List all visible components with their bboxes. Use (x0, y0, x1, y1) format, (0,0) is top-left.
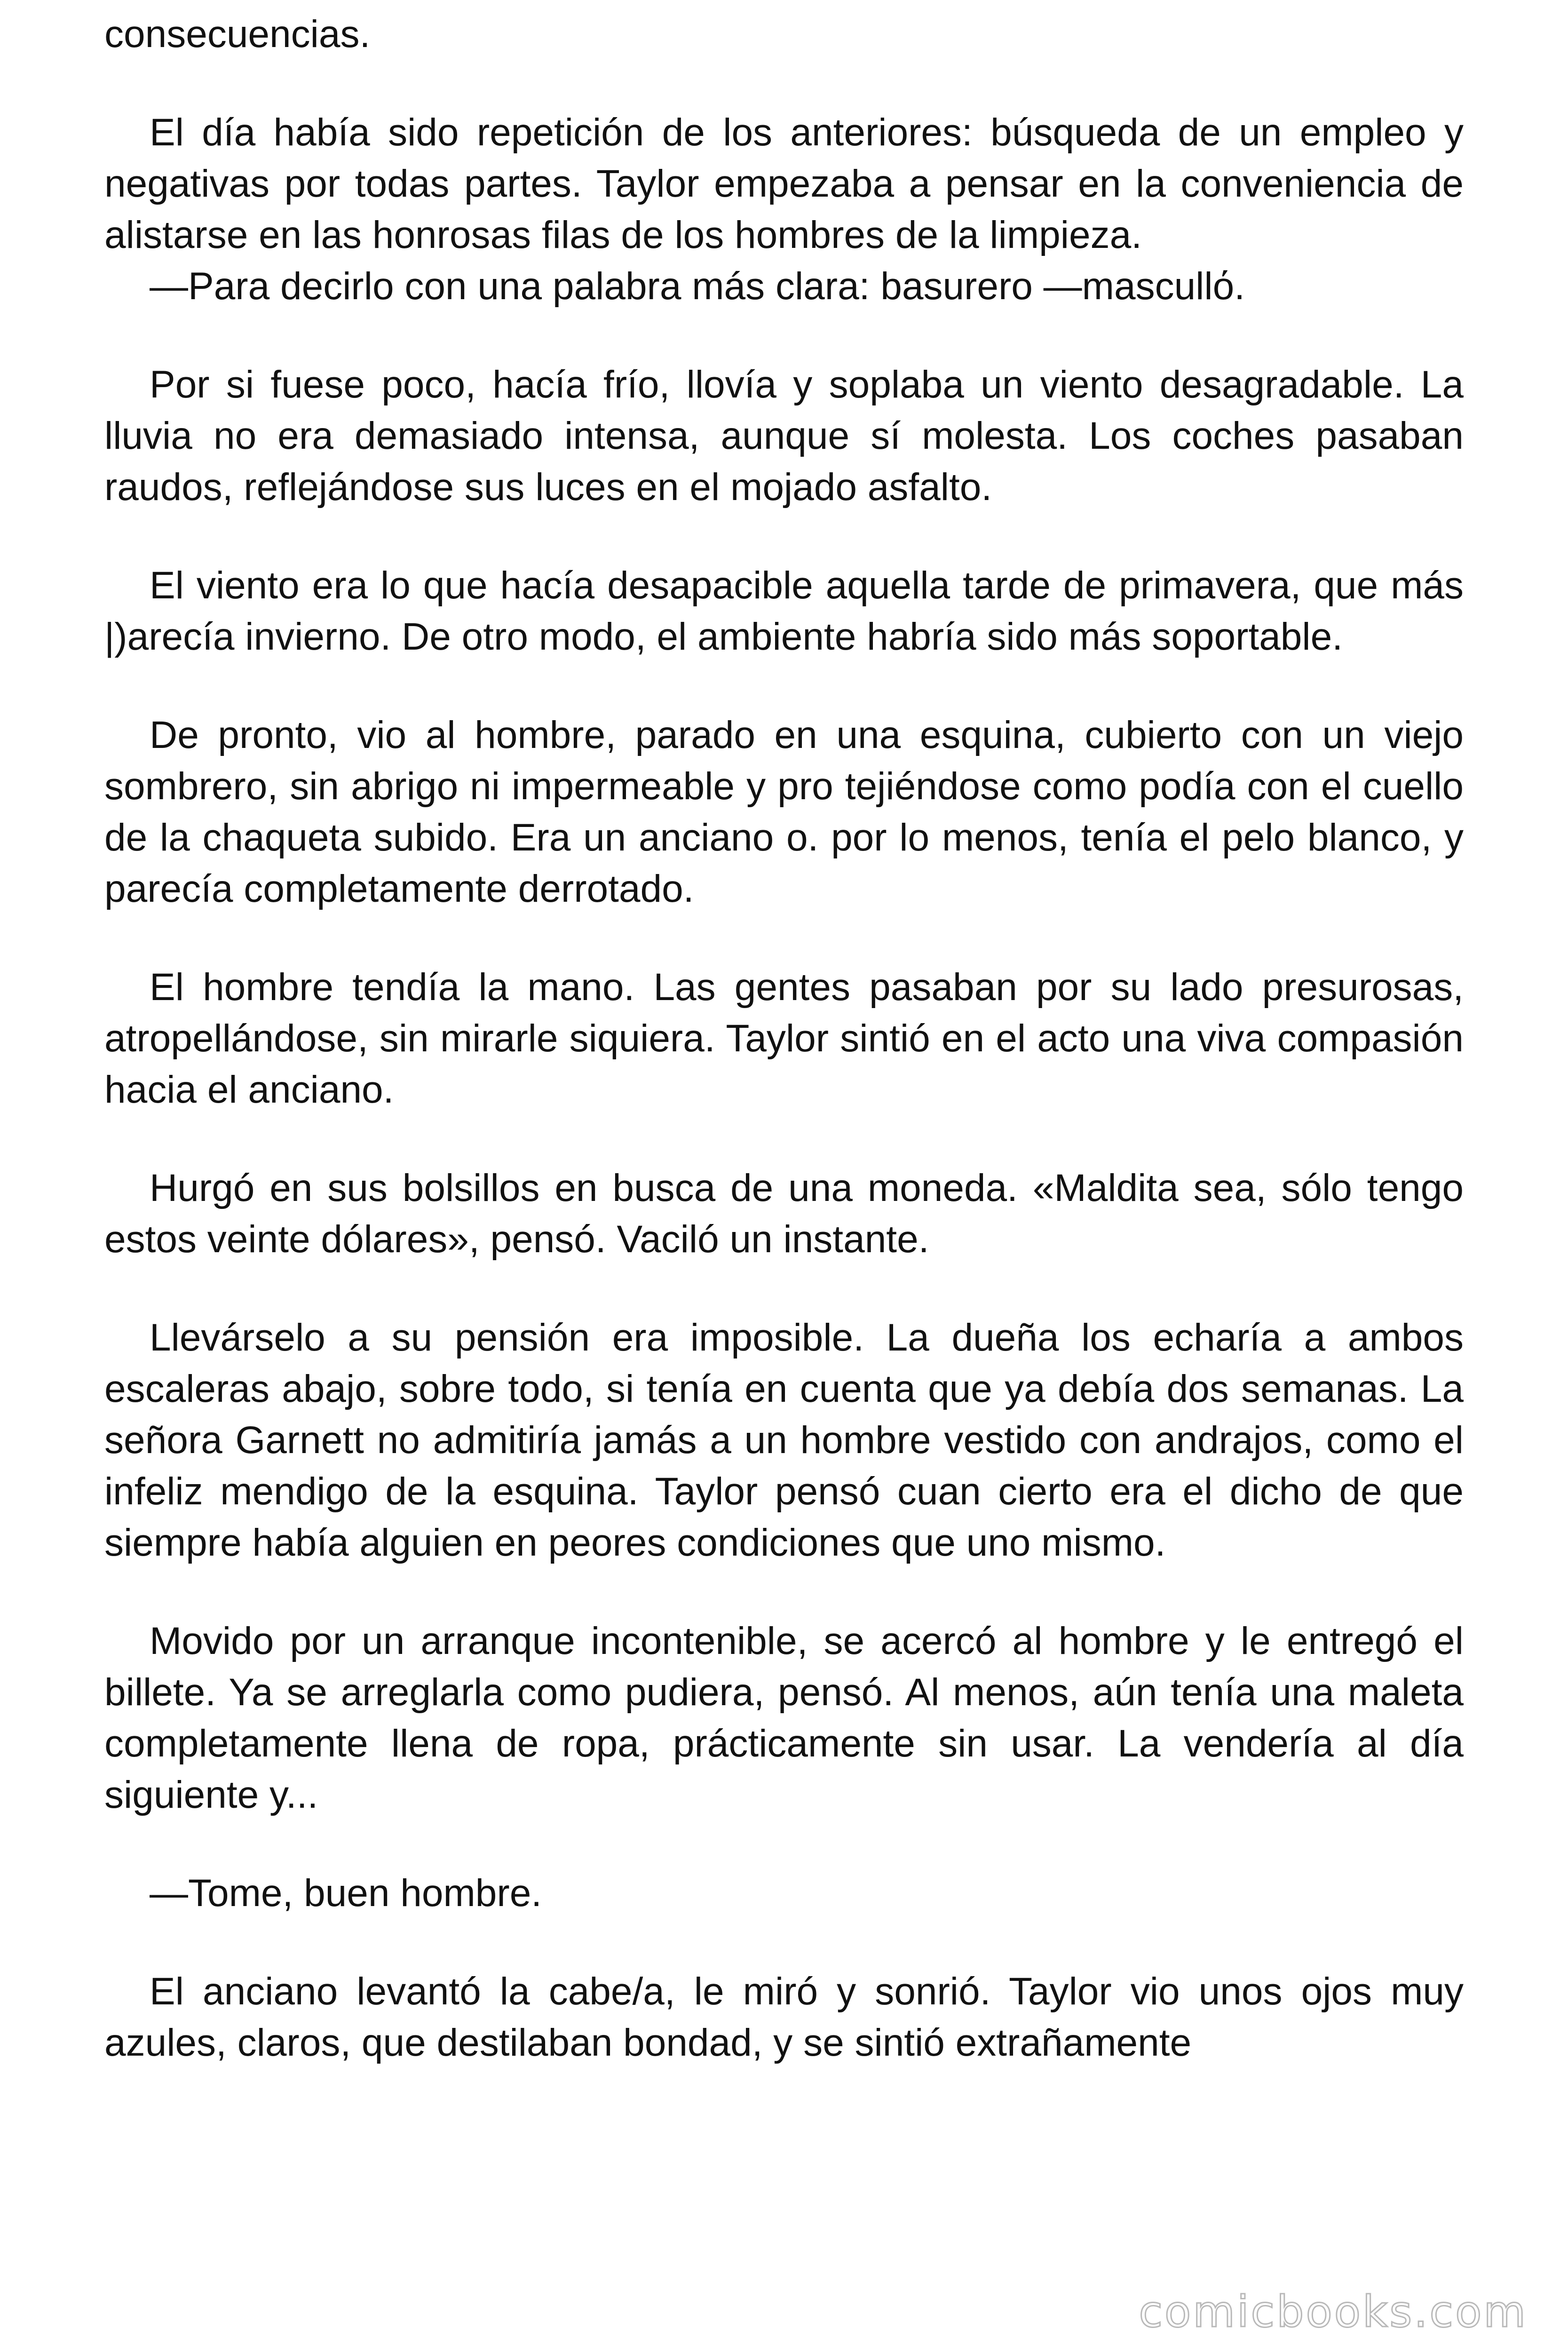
paragraph-3: —Para decirlo con una palabra más clara: basurero —mascullό. (150, 265, 1245, 308)
paragraph-8: Hurgó en sus bolsillos en busca de una moneda. «Maldita sea, sólo tengo estos veinte dólares», pensó. Vaciló un instante. (104, 1167, 1464, 1261)
watermark: comicbooks.com (1139, 2287, 1528, 2337)
paragraph-5: El viento era lo que hacía desapacible aquella tarde de primavera, que más |)arecía invierno. De otro modo, el ambiente habría sido más soportable. (104, 564, 1464, 658)
paragraph-7: El hombre tendía la mano. Las gentes pasaban por su lado presurosas, atropellándose, sin mirarle siquiera. Taylor sintió en el acto una viva compasión hacia el anciano. (104, 966, 1464, 1111)
paragraph-2: El día había sido repetición de los anteriores: búsqueda de un empleo y negativas por todas partes. Taylor empezaba a pensar en la conveniencia de alistarse en las honrosas filas de los hombres de la limpieza. (104, 111, 1464, 256)
paragraph-1: consecuencias. (104, 13, 371, 56)
paragraph-4: Por si fuese poco, hacía frío, llovía y soplaba un viento desagradable. La lluvia no era demasiado intensa, aunque sí molesta. Los coches pasaban raudos, reflejándose sus luces en el mojado asfalto. (104, 363, 1464, 509)
body-text (104, 8, 1464, 2068)
paragraph-12: El anciano levantó la cabe/a, le miró y sonrió. Taylor vio unos ojos muy azules, claros, que destilaban bondad, y se sintió extrañamente (104, 1970, 1464, 2064)
paragraph-9: Llevárselo a su pensión era imposible. La dueña los echaría a ambos escaleras abajo, sobre todo, si tenía en cuenta que ya debía dos semanas. La señora Garnett no admitiría jamás a un hombre vestido con andrajos, como el infeliz mendigo de la esquina. Taylor pensó cuan cierto era el dicho de que siempre había alguien en peores condiciones que uno mismo. (104, 1316, 1464, 1564)
paragraph-11: —Tome, buen hombre. (150, 1872, 542, 1915)
paragraph-10: Movido por un arranque incontenible, se acercó al hombre y le entregó el billete. Ya se arreglarla como pudiera, pensó. Al menos, aún tenía una maleta completamente llena de ropa, prácticamente sin usar. La vendería al día siguiente y... (104, 1620, 1464, 1816)
paragraph-6: De pronto, vio al hombre, parado en una esquina, cubierto con un viejo sombrero, sin abrigo ni impermeable y pro tejiéndose como podía con el cuello de la chaqueta subido. Era un anciano o. por lo menos, tenía el pelo blanco, y parecía completamente derrotado. (104, 714, 1464, 910)
